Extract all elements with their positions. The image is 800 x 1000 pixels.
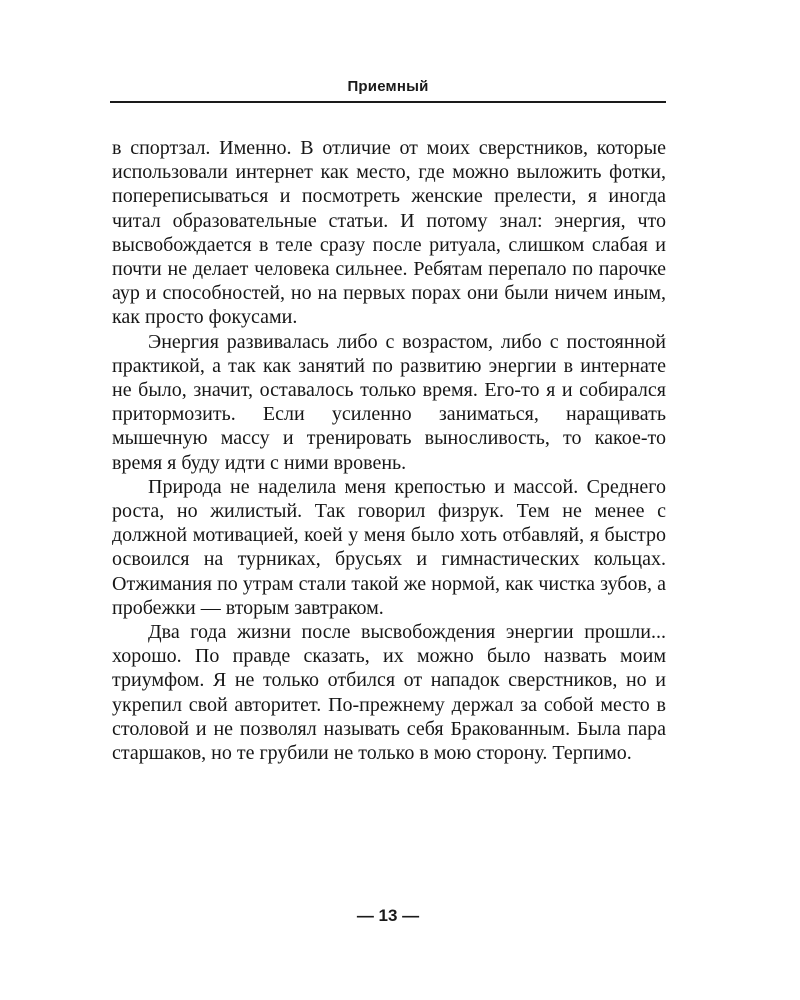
paragraph: Энергия развивалась либо с возрастом, либо с постоянной практикой, а так как занятий по развитию энергии в интернате не было, значит, оставалось только время. Его-то я и собирался притормозить. Если усиленно заниматься, наращивать мышечную массу и тренировать выносливость, то какое-то время я буду идти с ними вровень.: [112, 330, 666, 474]
body-text: [112, 136, 666, 765]
page-number: — 13 —: [356, 906, 420, 925]
paragraph: Природа не наделила меня крепостью и массой. Среднего роста, но жилистый. Так говорил физрук. Тем не менее с должной мотивацией, коей у меня было хоть отбавляй, я быстро освоился на турниках, брусьях и гимнастических кольцах. Отжимания по утрам стали такой же нормой, как чистка зубов, а пробежки — вторым завтраком.: [112, 475, 666, 619]
paragraph: в спортзал. Именно. В отличие от моих сверстников, которые использовали интернет как место, где можно выложить фотки, попереписываться и посмотреть женские прелести, я иногда читал образовательные статьи. И потому знал: энергия, что высвобождается в теле сразу после ритуала, слишком слабая и почти не делает человека сильнее. Ребятам перепало по парочке аур и способностей, но на первых порах они были ничем иным, как просто фокусами.: [112, 137, 666, 329]
running-title: Приемный: [347, 78, 429, 95]
header-rule: [110, 101, 666, 103]
paragraph: Два года жизни после высвобождения энергии прошли... хорошо. По правде сказать, их можно было назвать моим триумфом. Я не только отбился от нападок сверстников, но и укрепил свой авторитет. По-прежнему держал за собой место в столовой и не позволял называть себя Бракованным. Была пара старшаков, но те грубили не только в мою сторону. Терпимо.: [112, 621, 666, 765]
